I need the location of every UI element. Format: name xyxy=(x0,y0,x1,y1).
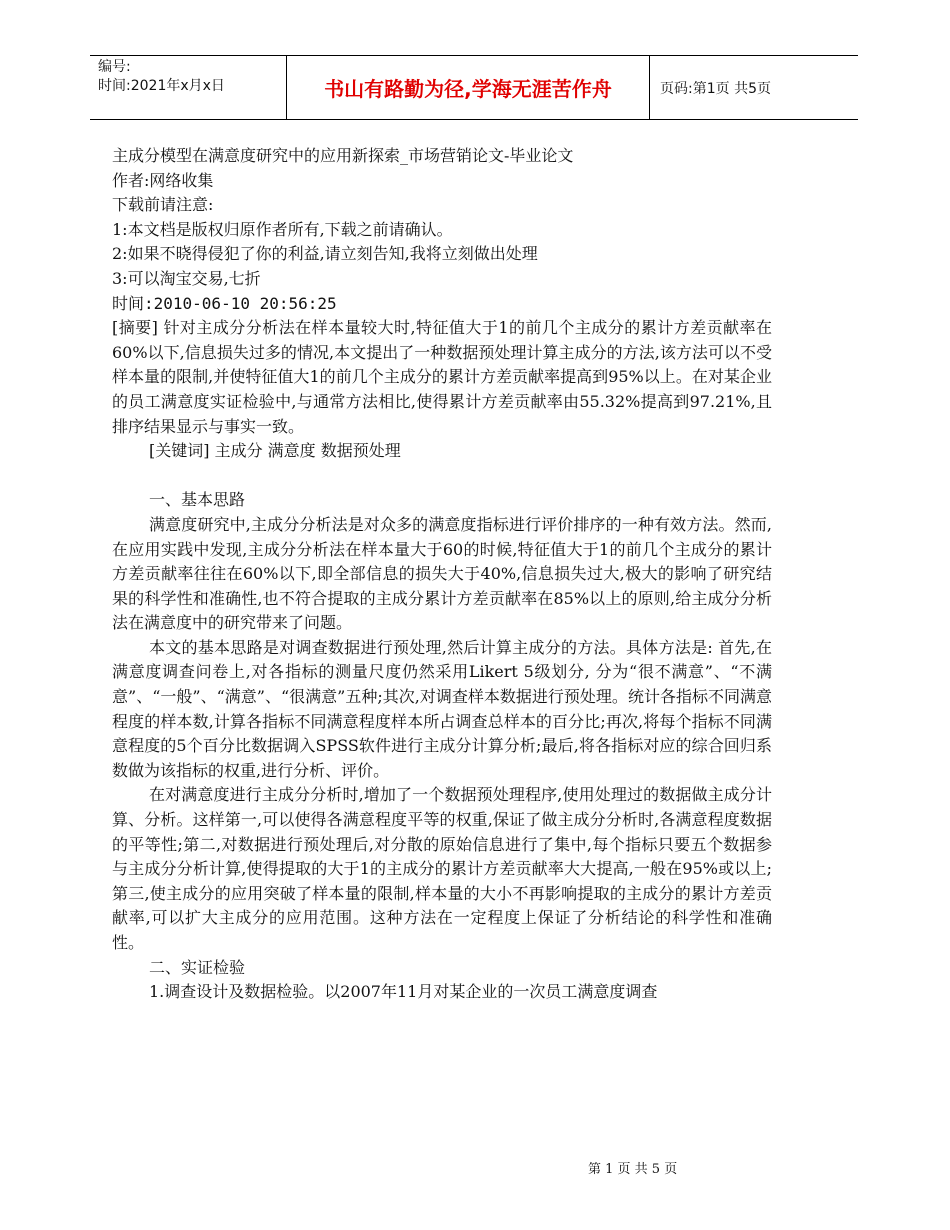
page-header xyxy=(90,55,858,120)
section-heading-2: 二、实证检验 xyxy=(149,957,246,977)
notice-item-3: 3:可以淘宝交易,七折 xyxy=(112,268,261,288)
keywords-line: [关键词] 主成分 满意度 数据预处理 xyxy=(149,441,401,461)
body-paragraph-1: 满意度研究中,主成分分析法是对众多的满意度指标进行评价排序的一种有效方法。然而,在应用实践中发现,主成分分析法在样本量大于60的时候,特征值大于1的前几个主成分的累计方差贡献率往往在60%以下,即全部信息的损失大于40%,信息损失过大,极大的影响了研究结果的科学性和准确性,也不符合提取的主成分累计方差贡献率在85%以上的原则,给主成分分析法在满意度中的研究带来了问题。 xyxy=(112,514,772,633)
doc-title: 主成分模型在满意度研究中的应用新探索_市场营销论文-毕业论文 xyxy=(112,146,574,165)
blank-line xyxy=(112,464,772,489)
header-meta xyxy=(90,56,286,119)
body-paragraph-3: 在对满意度进行主成分分析时,增加了一个数据预处理程序,使用处理过的数据做主成分计算、分析。这样第一,可以使得各满意程度平等的权重,保证了做主成分分析时,各满意程度数据的平等性;第二,对数据进行预处理后,对分散的原始信息进行了集中,每个指标只要五个数据参与主成分分析计算,使得提取的大于1的主成分的累计方差贡献率大大提高,一般在95%或以上;第三,使主成分的应用突破了样本量的限制,样本量的大小不再影响提取的主成分的累计方差贡献率,可以扩大主成分的应用范围。这种方法在一定程度上保证了分析结论的科学性和准确性。 xyxy=(112,785,772,952)
notice-item-2: 2:如果不晓得侵犯了你的利益,请立刻告知,我将立刻做出处理 xyxy=(112,244,538,264)
doc-time: 时间:2010-06-10 20:56:25 xyxy=(112,293,337,313)
page-footer: 第 1 页 共 5 页 xyxy=(588,1162,678,1177)
doc-author: 作者:网络收集 xyxy=(112,170,214,190)
abstract-paragraph: [摘要] 针对主成分分析法在样本量较大时,特征值大于1的前几个主成分的累计方差贡献率在60%以下,信息损失过多的情况,本文提出了一种数据预处理计算主成分的方法,该方法可以不受样本量的限制,并使特征值大1的前几个主成分的累计方差贡献率提高到95%以上。在对某企业的员工满意度实证检验中,与通常方法相比,使得累计方差贡献率由55.32%提高到97.21%,且排序结果显示与事实一致。 xyxy=(112,318,772,436)
header-motto: 书山有路勤为径,学海无涯苦作舟 xyxy=(286,56,650,119)
serial-label: 编号: xyxy=(98,59,131,75)
header-page-info: 页码:第1页 共5页 xyxy=(660,80,771,97)
body-paragraph-4: 1.调查设计及数据检验。以2007年11月对某企业的一次员工满意度调查 xyxy=(149,982,658,1002)
body-paragraph-2: 本文的基本思路是对调查数据进行预处理,然后计算主成分的方法。具体方法是: 首先,在满意度调查问卷上,对各指标的测量尺度仍然采用Likert 5级划分, 分为“很不满意”、“不满意”、“一般”、“满意”、“很满意”五种;其次,对调查样本数据进行预处理。统计各指标不同满意程度的样本数,计算各指标不同满意程度样本所占调查总样本的百分比;再次,将每个指标不同满意程度的5个百分比数据调入SPSS软件进行主成分计算分析;最后,将各指标对应的综合回归系数做为该指标的权重,进行分析、评价。 xyxy=(112,637,772,780)
notice-item-1: 1:本文档是版权归原作者所有,下载之前请确认。 xyxy=(112,219,453,239)
document-body xyxy=(112,144,772,1005)
notice-heading: 下载前请注意: xyxy=(112,195,214,215)
section-heading-1: 一、基本思路 xyxy=(149,490,246,510)
time-label: 时间:2021年x月x日 xyxy=(98,78,225,94)
